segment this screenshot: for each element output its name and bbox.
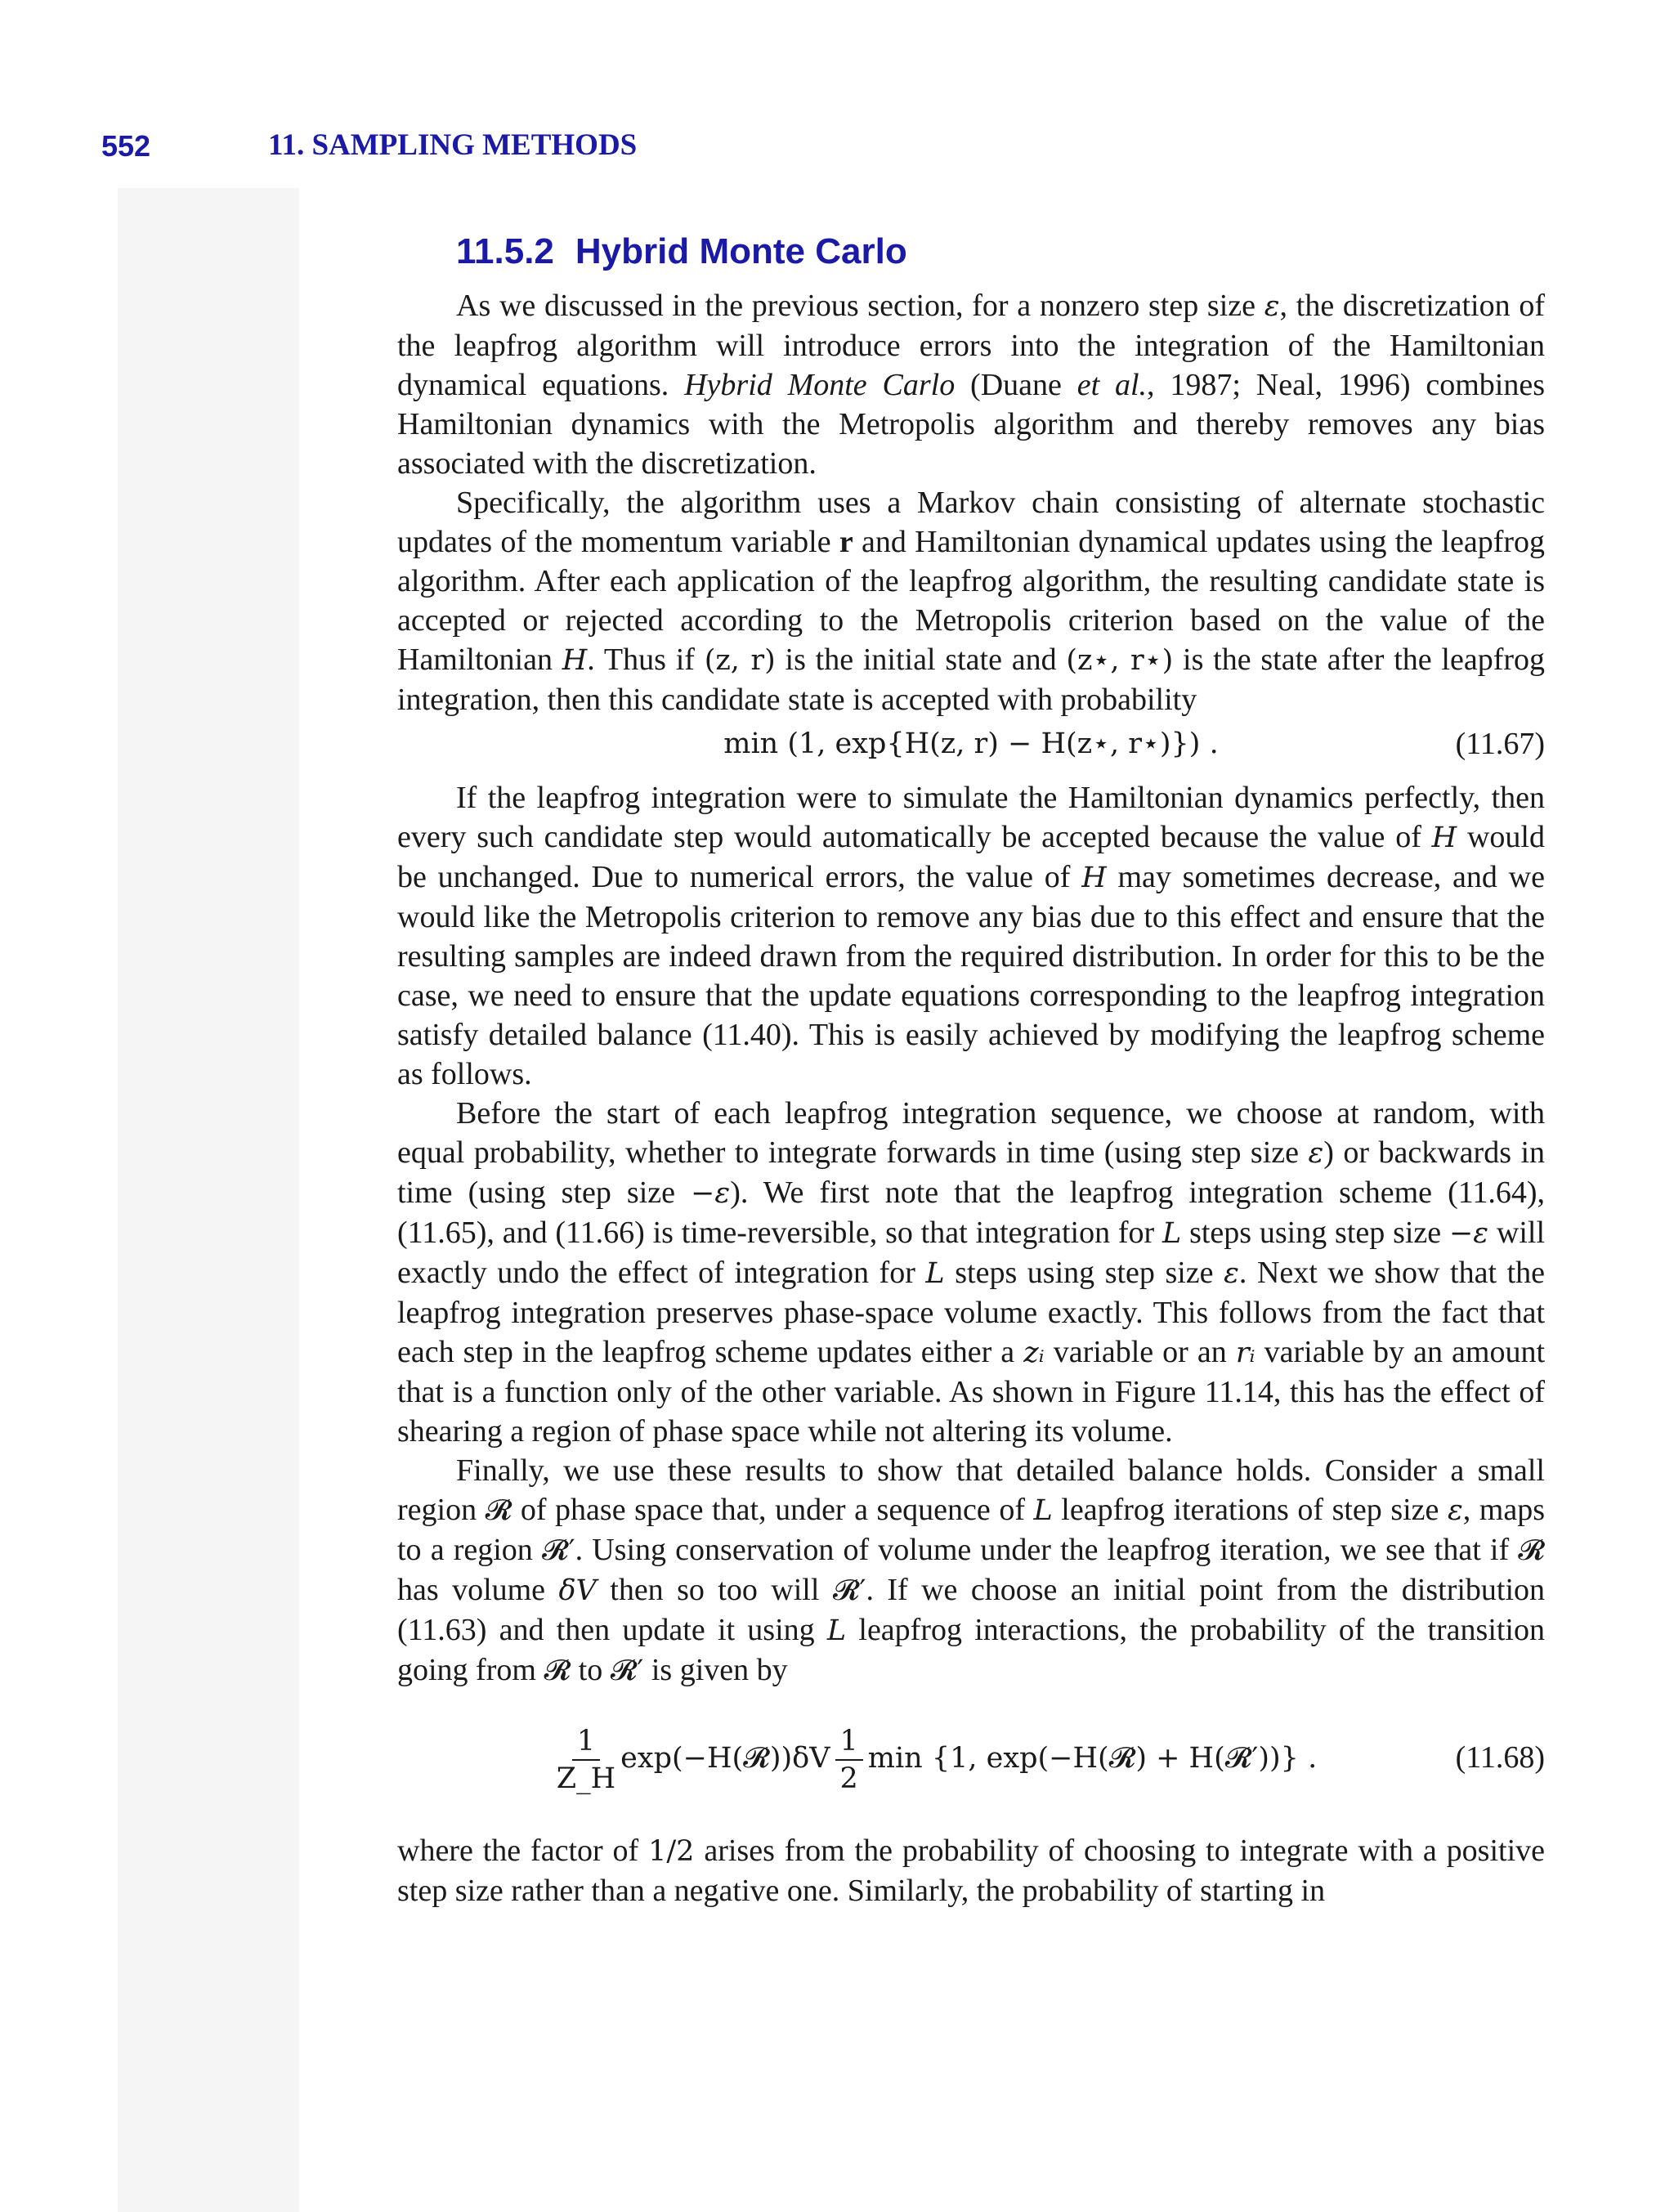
- text-run: , the discretization of the leapfrog algorithm will introduce errors into the integration of the Hamiltonian dynamical equations.: [397, 289, 1545, 402]
- equation-body: [504, 1705, 1365, 1811]
- fraction-denominator: Z_H: [556, 1762, 616, 1795]
- fraction-denominator: 2: [839, 1762, 858, 1795]
- text-run: then so too will: [596, 1573, 833, 1607]
- text-run: may sometimes decrease, and we would like the Metropolis criterion to remove any bias due to this effect and ensure that the resulting samples are indeed drawn from the required distribution. In order for this to be the case, we need to ensure that the update equations corresponding to the leapfrog integration satisfy detailed balance (11.40). This is easily achieved by modifying the leapfrog scheme as follows.: [397, 860, 1545, 1091]
- text-run: steps using step size: [1181, 1216, 1449, 1250]
- margin-band: [118, 188, 299, 2212]
- math-epsilon: ε: [1264, 290, 1280, 323]
- math-ri: rᵢ: [1235, 1337, 1256, 1369]
- paragraph-2: [397, 483, 1545, 719]
- text-run: As we discussed in the previous section, for a nonzero step size: [456, 289, 1264, 323]
- text-run: will exactly undo the effect of integration for: [397, 1216, 1546, 1290]
- text-run: . Thus if: [587, 643, 705, 677]
- math-region-R-prime: 𝓡′: [832, 1574, 866, 1607]
- text-run: is the state after the leapfrog integration, then this candidate state is accepted with probability: [397, 643, 1546, 717]
- text-run: ). We first note that the leapfrog integration scheme (11.64), (11.65), and (11.66) is time-reversible, so that integration for: [397, 1175, 1545, 1250]
- math-epsilon: ε: [1447, 1494, 1463, 1527]
- text-run: and Hamiltonian dynamical updates using the leapfrog algorithm. After each application of the leapfrog algorithm, the resulting candidate state is accepted or rejected according to the Metropolis criterion based on the value of the Hamiltonian: [397, 525, 1546, 677]
- running-head: 11. SAMPLING METHODS: [268, 128, 638, 162]
- math-epsilon: ε: [1308, 1137, 1324, 1170]
- text-run: is given by: [643, 1653, 788, 1687]
- equation-number: (11.68): [1455, 1740, 1545, 1775]
- text-run: Finally, we use these results to show that detailed balance holds. Consider a small region: [397, 1453, 1545, 1527]
- text-run: ) or backwards in time (using step size: [397, 1135, 1545, 1210]
- paragraph-6: [397, 1831, 1545, 1910]
- equation-11-68: [397, 1705, 1545, 1811]
- math-region-R: 𝓡: [544, 1655, 571, 1687]
- math-H: H: [1431, 822, 1457, 854]
- math-region-R: 𝓡: [1518, 1534, 1545, 1567]
- text-run: arises from the probability of choosing to integrate with a positive step size rather than a negative one. Similarly, the probability of starting in: [397, 1834, 1545, 1908]
- text-run: , maps to a region: [397, 1493, 1546, 1567]
- text-run: steps using step size: [944, 1256, 1224, 1290]
- fraction-numerator: 1: [835, 1723, 863, 1761]
- section-number: 11.5.2: [456, 231, 554, 271]
- math-region-R-prime: 𝓡′: [541, 1534, 575, 1567]
- text-run: is the initial state and: [775, 643, 1067, 677]
- math-one-half: 1/2: [648, 1835, 695, 1868]
- text-run: . Using conservation of volume under the leapfrog iteration, we see that if: [575, 1533, 1519, 1567]
- math-zr-star: (z⋆, r⋆): [1066, 644, 1174, 677]
- text-run: leapfrog iterations of step size: [1052, 1493, 1448, 1527]
- equation-body: min (1, exp{H(z, r) − H(z⋆, r⋆)}) .: [723, 728, 1219, 760]
- math-region-R: 𝓡: [485, 1494, 512, 1527]
- math-L: L: [925, 1257, 945, 1290]
- math-H: H: [1081, 862, 1107, 894]
- text-run: to: [571, 1653, 611, 1687]
- text-run: variable by an amount that is a function only of the other variable. As shown in Figure 11.14, this has the effect of shearing a region of phase space while not altering its volume.: [397, 1335, 1546, 1449]
- math-zr: (z, r): [704, 644, 776, 677]
- math-region-R-prime: 𝓡′: [610, 1655, 644, 1687]
- equation-number: (11.67): [1455, 727, 1545, 761]
- text-run: . Next we show that the leapfrog integration preserves phase-space volume exactly. This follows from the fact that each step in the leapfrog scheme updates either a: [397, 1256, 1546, 1369]
- paragraph-4: [397, 1094, 1545, 1451]
- math-r-vector: r: [839, 525, 853, 559]
- text-run: Before the start of each leapfrog integration sequence, we choose at random, with equal probability, whether to integrate forwards in time (using step size: [397, 1096, 1545, 1170]
- text-run: . If we choose an initial point from the distribution (11.63) and then update it using: [397, 1573, 1546, 1647]
- term-hybrid-monte-carlo: Hybrid Monte Carlo: [684, 368, 956, 402]
- fraction-numerator: 1: [572, 1723, 600, 1761]
- text-run: variable or an: [1044, 1335, 1236, 1369]
- math-epsilon: ε: [1224, 1257, 1239, 1290]
- text-run: has volume: [397, 1573, 559, 1607]
- math-L: L: [826, 1614, 847, 1647]
- text-run: of phase space that, under a sequence of: [512, 1493, 1034, 1527]
- text-run: would be unchanged. Due to numerical errors, the value of: [397, 820, 1545, 894]
- math-delta-V: δV: [558, 1574, 597, 1607]
- paragraph-3: [397, 778, 1545, 1094]
- math-H: H: [562, 644, 588, 677]
- equation-tail: min {1, exp(−H(𝓡) + H(𝓡′))} .: [867, 1742, 1318, 1775]
- page-number: 552: [101, 129, 151, 163]
- text-run: Specifically, the algorithm uses a Markov chain consisting of alternate stochastic updates of the momentum variable: [397, 486, 1545, 559]
- math-zi: zᵢ: [1023, 1337, 1045, 1369]
- paragraph-1: [397, 286, 1545, 483]
- text-run: (Duane: [955, 368, 1077, 402]
- text-run: , 1987; Neal, 1996) combines Hamiltonian dynamics with the Metropolis algorithm and thereby removes any bias associated with the discretization.: [397, 368, 1545, 481]
- math-L: L: [1162, 1217, 1182, 1250]
- math-neg-epsilon: −ε: [691, 1177, 731, 1210]
- paragraph-5: [397, 1451, 1545, 1690]
- math-L: L: [1033, 1494, 1053, 1527]
- text-run: leapfrog interactions, the probability of the transition going from: [397, 1613, 1545, 1687]
- equation-11-67: [397, 719, 1545, 768]
- citation-et-al: et al.: [1076, 368, 1148, 402]
- text-run: where the factor of: [397, 1834, 649, 1868]
- fraction-one-over-ZH: [557, 1723, 615, 1797]
- equation-middle: exp(−H(𝓡))δV: [620, 1742, 830, 1775]
- section-title: Hybrid Monte Carlo: [575, 231, 907, 271]
- body-text: [397, 286, 1545, 1910]
- text-run: If the leapfrog integration were to simulate the Hamiltonian dynamics perfectly, then every such candidate step would automatically be accepted because the value of: [397, 781, 1545, 854]
- section-heading: [456, 231, 907, 272]
- fraction-one-half: [835, 1723, 863, 1797]
- math-neg-epsilon: −ε: [1448, 1217, 1489, 1250]
